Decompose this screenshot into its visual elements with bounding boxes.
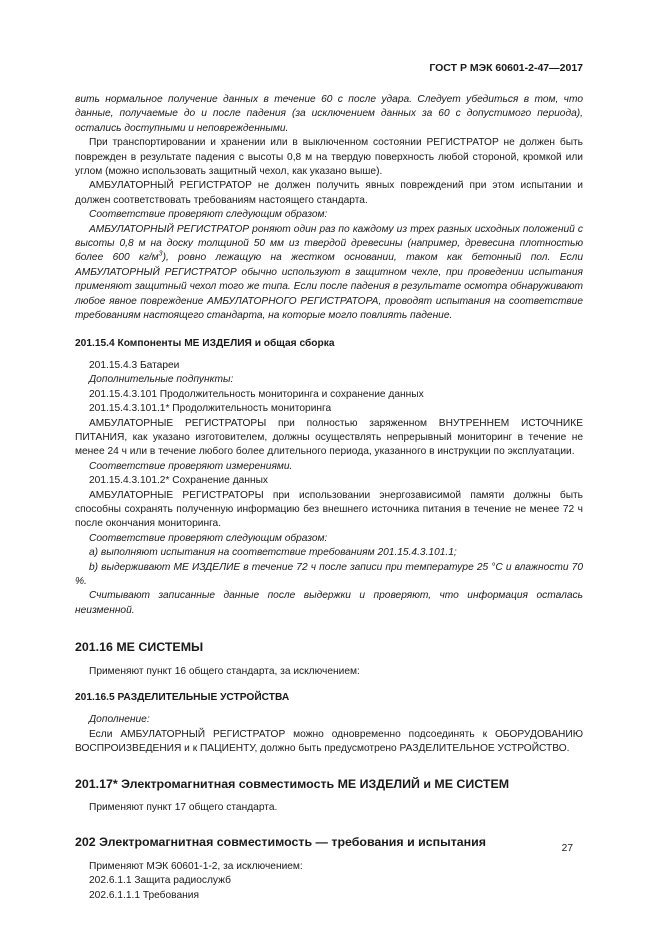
paragraph: Если АМБУЛАТОРНЫЙ РЕГИСТРАТОР можно одновременно подсоединять к ОБОРУДОВАНИЮ ВОСПРОИЗВЕДЕНИЯ и к ПАЦИЕНТУ, должно быть предусмотрено РАЗДЕЛИТЕЛЬНОЕ УСТРОЙСТВО. [75,728,583,755]
document-header: ГОСТ Р МЭК 60601-2-47—2017 [429,62,583,74]
paragraph: вить нормальное получение данных в течение 60 с после удара. Следует убедиться в том, что данные, получаемые до и после падения (за исключением данных за 60 с допустимого периода), остались доступными и неповрежденными. [75,94,583,134]
paragraph: Дополнение: [89,714,150,726]
paragraph: b) выдерживают ME ИЗДЕЛИЕ в течение 72 ч после записи при температуре 25 °С и влажности 70 %. [75,561,583,587]
clause-title: 202.6.1.1 Защита радиослужб [89,875,231,887]
section-heading: 201.17* Электромагнитная совместимость ME ИЗДЕЛИЙ и ME СИСТЕМ [75,776,510,791]
paragraph: Применяют пункт 17 общего стандарта. [89,802,278,814]
section-heading: 201.16 ME СИСТЕМЫ [75,640,204,655]
paragraph: Применяют пункт 16 общего стандарта, за исключением: [89,665,360,677]
paragraph: АМБУЛАТОРНЫЕ РЕГИСТРАТОРЫ при использовании энергозависимой памяти должны быть способны сохранять полученную информацию без внешнего источника питания в течение не менее 72 ч после окончания мониторинга. [75,489,583,530]
page-number: 27 [561,843,573,854]
paragraph: Применяют МЭК 60601-1-2, за исключением: [89,860,303,872]
paragraph: a) выполняют испытания на соответствие требованиям 201.15.4.3.101.1; [89,547,457,559]
paragraph: Соответствие проверяют следующим образом: [89,532,328,544]
clause-title: 201.15.4.3 Батареи [89,359,180,371]
text-run: ), ровно лежащую на жестком основании, таком как бетонный пол. Если АМБУЛАТОРНЫЙ РЕГИСТРАТОР обычно используют в защитном чехле, при проведении испытания применяют защитный чехол того же типа. Если после падения в результате осмотра обнаруживают любое явное повреждение АМБУЛАТОРНОГО РЕГИСТРАТОРА, проводят испытания на соответствие требованиям настоящего стандарта, на которые могло повлиять падение. [75,252,583,322]
paragraph: Соответствие проверяют измерениями. [89,460,293,472]
paragraph: Соответствие проверяют следующим образом: [89,209,328,221]
text-run: АМБУЛАТОРНЫЙ РЕГИСТРАТОР роняют один раз по каждому из трех разных исходных положений с высоты 0,8 м на доску толщиной 50 мм из твердой древесины (например, древесина плотностью более 600 кг/м [75,223,583,264]
paragraph [75,223,583,324]
page-content [75,93,583,903]
superscript: 3 [158,251,163,259]
clause-title: 202.6.1.1.1 Требования [89,889,199,901]
paragraph: АМБУЛАТОРНЫЙ РЕГИСТРАТОР не должен получить явных повреждений при этом испытании и должен соответствовать требованиям настоящего стандарта. [75,180,583,206]
paragraph: АМБУЛАТОРНЫЕ РЕГИСТРАТОРЫ при полностью заряженном ВНУТРЕННЕМ ИСТОЧНИКЕ ПИТАНИЯ, как указано изготовителем, должны осуществлять непрерывный мониторинг в течение не менее 24 ч или в течение любого более длительного периода, указанного в инструкции по эксплуатации. [75,417,583,458]
clause-title: 201.15.4.3.101.1* Продолжительность мониторинга [89,403,332,415]
clause-title: 201.15.4.3.101 Продолжительность мониторинга и сохранение данных [89,388,424,400]
section-heading: 202 Электромагнитная совместимость — требования и испытания [75,835,487,850]
paragraph: Считывают записанные данные после выдержки и проверяют, что информация осталась неизменной. [75,590,583,616]
subsection-heading: 201.16.5 РАЗДЕЛИТЕЛЬНЫЕ УСТРОЙСТВА [75,692,290,704]
clause-title: 201.15.4.3.101.2* Сохранение данных [89,475,268,487]
section-heading: 201.15.4 Компоненты ME ИЗДЕЛИЯ и общая сборка [75,337,335,349]
paragraph: При транспортировании и хранении или в выключенном состоянии РЕГИСТРАТОР не должен быть поврежден в результате падения с высоты 0,8 м на твердую поверхность любой стороной, кромкой или углом (можно использовать защитный чехол, как указано выше). [75,137,583,178]
paragraph: Дополнительные подпункты: [89,374,234,386]
